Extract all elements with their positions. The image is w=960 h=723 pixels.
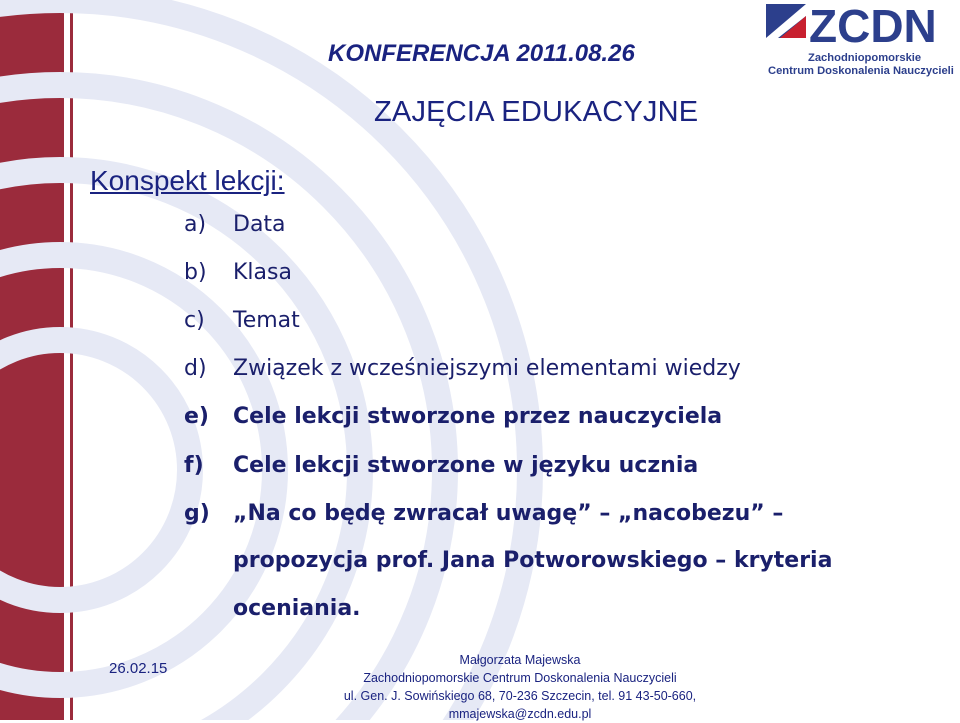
- conference-title: KONFERENCJA 2011.08.26: [328, 40, 635, 67]
- footer-address: ul. Gen. J. Sowińskiego 68, 70-236 Szczecin, tel. 91 43-50-660,: [343, 689, 697, 703]
- zcdn-logo: [766, 0, 960, 80]
- left-sidebar-line: [70, 0, 73, 720]
- list-item-class: [184, 260, 292, 285]
- list-item-text: Związek z wcześniejszymi elementami wiedzy: [233, 356, 741, 381]
- list-item-student-goals: [184, 453, 698, 478]
- list-item-text: Data: [233, 212, 286, 237]
- logo-wordmark: ZCDN: [809, 0, 937, 52]
- list-item-prior-knowledge: [184, 356, 741, 381]
- list-marker: b): [184, 260, 207, 285]
- list-item-text: Temat: [233, 308, 300, 333]
- list-marker: e): [184, 404, 209, 429]
- list-marker: f): [184, 453, 204, 478]
- list-item-nacobezu-continuation-1: propozycja prof. Jana Potworowskiego – kryteria: [233, 548, 833, 573]
- list-marker: a): [184, 212, 207, 237]
- footer-contact: [330, 651, 710, 723]
- list-marker: d): [184, 356, 207, 381]
- footer-author-name: Małgorzata Majewska: [459, 653, 581, 667]
- zcdn-logo-mark: [766, 0, 960, 52]
- list-item-date: [184, 212, 286, 237]
- list-item-text: „Na co będę zwracał uwagę” – „nacobezu” –: [233, 501, 784, 526]
- left-sidebar-band: [0, 0, 64, 720]
- list-item-text: Cele lekcji stworzone przez nauczyciela: [233, 404, 723, 429]
- list-item-text: Cele lekcji stworzone w języku ucznia: [233, 453, 699, 478]
- logo-line-1: Zachodniopomorskie: [808, 52, 922, 64]
- logo-subtitle: [768, 52, 960, 78]
- footer-date: 26.02.15: [109, 660, 168, 677]
- footer-email: mmajewska@zcdn.edu.pl: [448, 707, 592, 721]
- list-item-nacobezu-continuation-2: oceniania.: [233, 596, 361, 621]
- list-marker: c): [184, 308, 205, 333]
- list-item-topic: [184, 308, 300, 333]
- list-item-teacher-goals: [184, 404, 722, 429]
- list-item-nacobezu: [184, 501, 783, 526]
- list-item-text: Klasa: [233, 260, 292, 285]
- lesson-plan-heading: Konspekt lekcji:: [90, 165, 285, 196]
- list-marker: g): [184, 501, 210, 526]
- footer-organization: Zachodniopomorskie Centrum Doskonalenia Nauczycieli: [363, 671, 677, 685]
- page-title: ZAJĘCIA EDUKACYJNE: [374, 96, 699, 128]
- logo-line-2: Centrum Doskonalenia Nauczycieli: [768, 65, 954, 77]
